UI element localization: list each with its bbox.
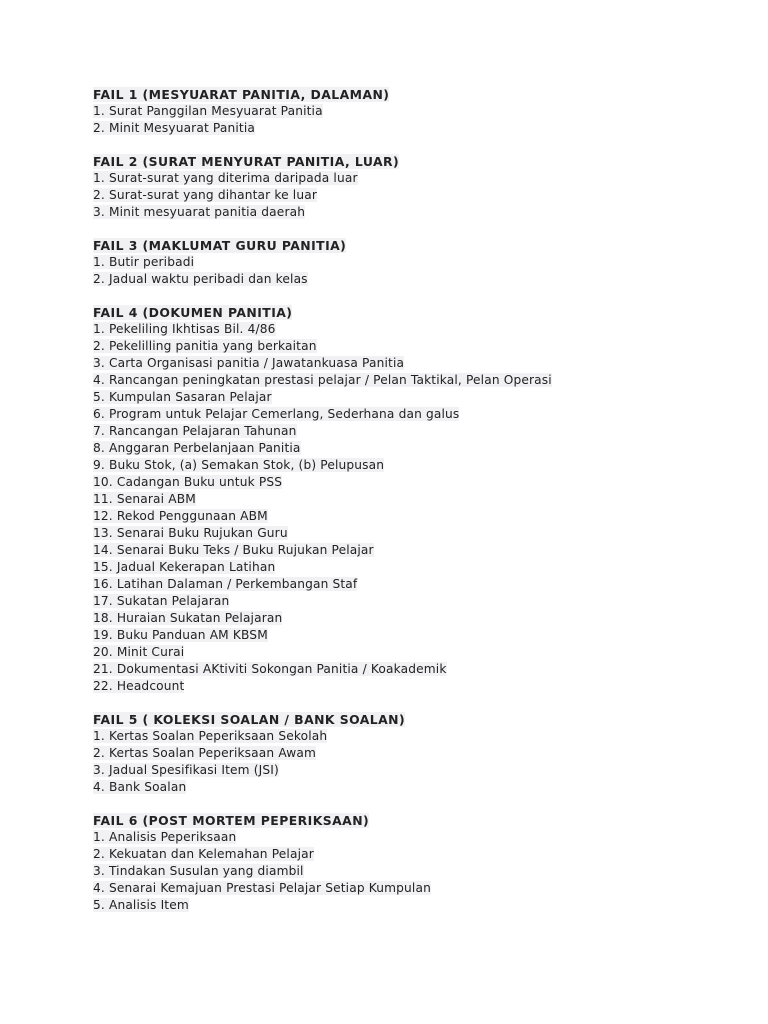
section-heading [93, 812, 753, 829]
list-item-text: 8. Anggaran Perbelanjaan Panitia [93, 441, 301, 455]
section-heading-text: FAIL 1 (MESYUARAT PANITIA, DALAMAN) [93, 87, 390, 102]
list-item-text: 2. Surat-surat yang dihantar ke luar [93, 188, 317, 202]
list-item-text: 11. Senarai ABM [93, 492, 196, 506]
list-item-text: 14. Senarai Buku Teks / Buku Rujukan Pelajar [93, 543, 374, 557]
file-section-6 [93, 812, 753, 914]
list-item-text: 1. Kertas Soalan Peperiksaan Sekolah [93, 729, 328, 743]
list-item [93, 846, 753, 863]
list-item [93, 745, 753, 762]
list-item [93, 542, 753, 559]
list-item-text: 16. Latihan Dalaman / Perkembangan Staf [93, 577, 358, 591]
list-item [93, 661, 753, 678]
list-item [93, 491, 753, 508]
list-item [93, 338, 753, 355]
list-item [93, 644, 753, 661]
section-heading [93, 304, 753, 321]
list-item [93, 457, 753, 474]
file-section-2 [93, 153, 753, 221]
list-item [93, 610, 753, 627]
list-item-text: 4. Bank Soalan [93, 780, 187, 794]
section-heading-text: FAIL 4 (DOKUMEN PANITIA) [93, 305, 293, 320]
list-item [93, 170, 753, 187]
list-item-text: 19. Buku Panduan AM KBSM [93, 628, 268, 642]
file-section-4 [93, 304, 753, 695]
list-item-text: 2. Minit Mesyuarat Panitia [93, 121, 255, 135]
list-item-text: 2. Kekuatan dan Kelemahan Pelajar [93, 847, 314, 861]
list-item-text: 1. Pekeliling Ikhtisas Bil. 4/86 [93, 322, 276, 336]
list-item-text: 1. Surat-surat yang diterima daripada luar [93, 171, 358, 185]
list-item [93, 576, 753, 593]
list-item [93, 423, 753, 440]
list-item [93, 474, 753, 491]
list-item [93, 271, 753, 288]
list-item-text: 10. Cadangan Buku untuk PSS [93, 475, 283, 489]
list-item [93, 120, 753, 137]
list-item-text: 1. Butir peribadi [93, 255, 195, 269]
list-item [93, 678, 753, 695]
list-item-text: 4. Rancangan peningkatan prestasi pelajar / Pelan Taktikal, Pelan Operasi [93, 373, 552, 387]
list-item [93, 880, 753, 897]
list-item-text: 3. Jadual Spesifikasi Item (JSI) [93, 763, 279, 777]
list-item [93, 204, 753, 221]
section-heading-text: FAIL 3 (MAKLUMAT GURU PANITIA) [93, 238, 347, 253]
section-heading-text: FAIL 2 (SURAT MENYURAT PANITIA, LUAR) [93, 154, 400, 169]
list-item-text: 4. Senarai Kemajuan Prestasi Pelajar Setiap Kumpulan [93, 881, 431, 895]
list-item [93, 187, 753, 204]
list-item [93, 627, 753, 644]
list-item-text: 6. Program untuk Pelajar Cemerlang, Sederhana dan galus [93, 407, 460, 421]
list-item [93, 829, 753, 846]
list-item-text: 3. Minit mesyuarat panitia daerah [93, 205, 306, 219]
list-item-text: 18. Huraian Sukatan Pelajaran [93, 611, 283, 625]
list-item-text: 2. Kertas Soalan Peperiksaan Awam [93, 746, 317, 760]
section-heading [93, 86, 753, 103]
file-section-3 [93, 237, 753, 288]
list-item-text: 5. Kumpulan Sasaran Pelajar [93, 390, 272, 404]
list-item-text: 13. Senarai Buku Rujukan Guru [93, 526, 288, 540]
list-item [93, 440, 753, 457]
file-section-1 [93, 86, 753, 137]
file-section-5 [93, 711, 753, 796]
document-page [93, 86, 753, 930]
list-item [93, 321, 753, 338]
list-item [93, 254, 753, 271]
section-heading [93, 711, 753, 728]
list-item [93, 406, 753, 423]
list-item [93, 762, 753, 779]
list-item [93, 525, 753, 542]
list-item [93, 728, 753, 745]
section-heading-text: FAIL 6 (POST MORTEM PEPERIKSAAN) [93, 813, 370, 828]
list-item-text: 2. Jadual waktu peribadi dan kelas [93, 272, 308, 286]
list-item [93, 508, 753, 525]
list-item-text: 1. Surat Panggilan Mesyuarat Panitia [93, 104, 323, 118]
list-item [93, 355, 753, 372]
list-item-text: 17. Sukatan Pelajaran [93, 594, 230, 608]
list-item [93, 593, 753, 610]
list-item [93, 897, 753, 914]
list-item-text: 1. Analisis Peperiksaan [93, 830, 237, 844]
list-item-text: 15. Jadual Kekerapan Latihan [93, 560, 276, 574]
list-item [93, 103, 753, 120]
list-item-text: 12. Rekod Penggunaan ABM [93, 509, 268, 523]
section-heading [93, 237, 753, 254]
list-item-text: 21. Dokumentasi AKtiviti Sokongan Panitia / Koakademik [93, 662, 447, 676]
section-heading-text: FAIL 5 ( KOLEKSI SOALAN / BANK SOALAN) [93, 712, 406, 727]
list-item [93, 559, 753, 576]
section-heading [93, 153, 753, 170]
list-item [93, 389, 753, 406]
list-item-text: 3. Tindakan Susulan yang diambil [93, 864, 304, 878]
list-item-text: 20. Minit Curai [93, 645, 185, 659]
list-item-text: 2. Pekelilling panitia yang berkaitan [93, 339, 317, 353]
list-item-text: 5. Analisis Item [93, 898, 189, 912]
list-item-text: 22. Headcount [93, 679, 185, 693]
list-item [93, 372, 753, 389]
list-item-text: 9. Buku Stok, (a) Semakan Stok, (b) Pelupusan [93, 458, 385, 472]
list-item-text: 7. Rancangan Pelajaran Tahunan [93, 424, 297, 438]
list-item-text: 3. Carta Organisasi panitia / Jawatankuasa Panitia [93, 356, 405, 370]
list-item [93, 863, 753, 880]
list-item [93, 779, 753, 796]
